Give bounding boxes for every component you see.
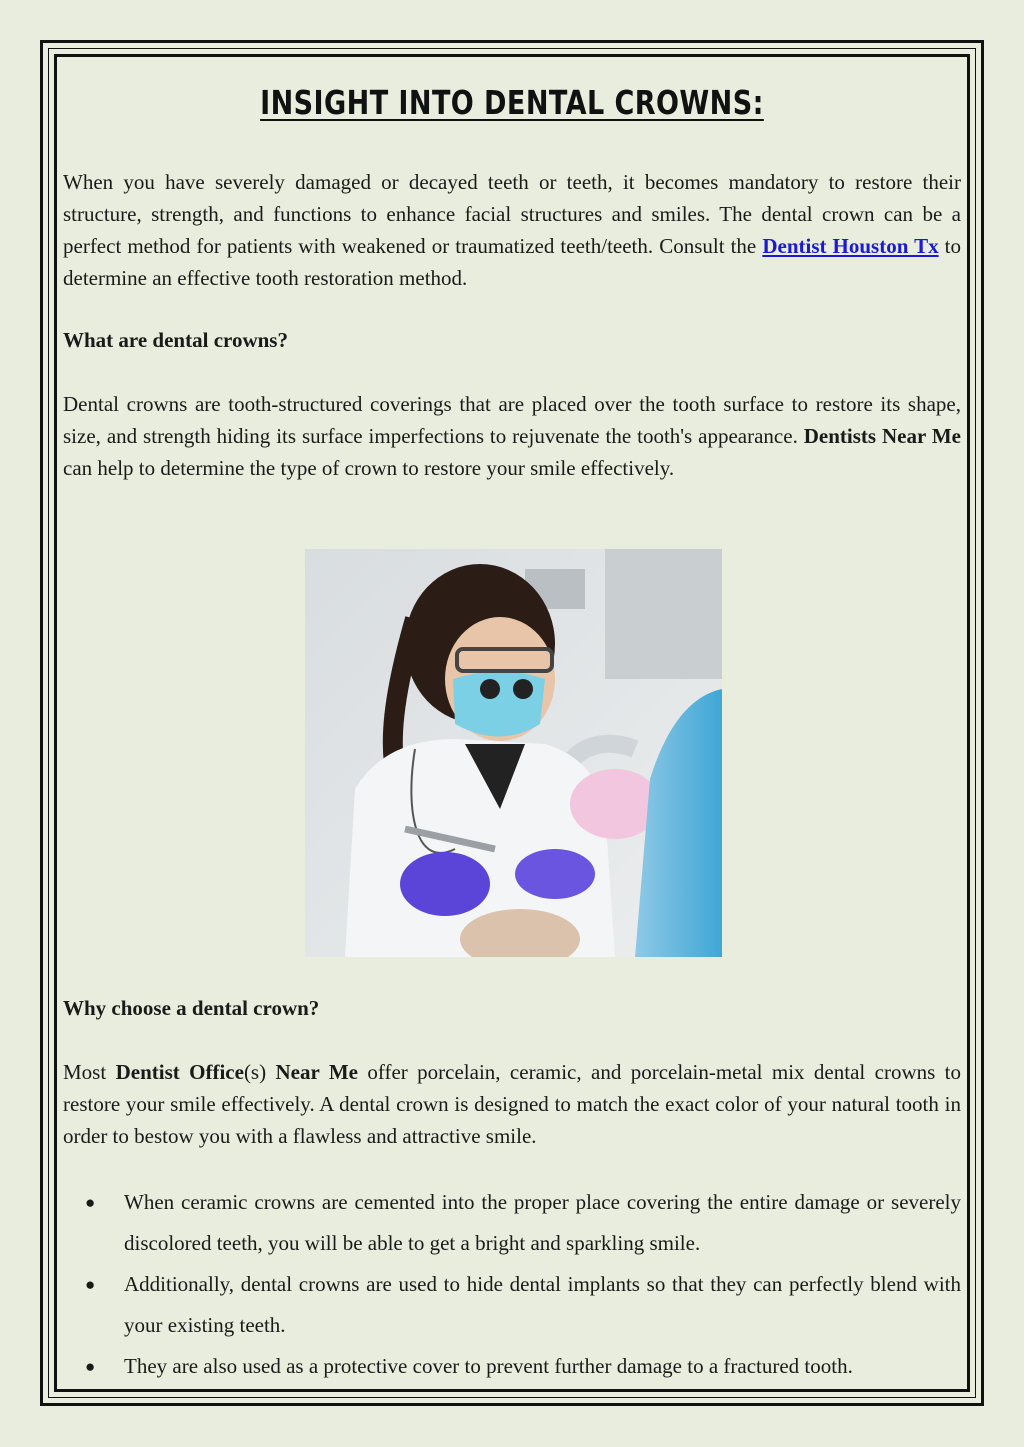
intro-text-1: When you have severely damaged or decayed teeth or teeth, it becomes mandatory to restore their structure, strength, and functions to enhance facial structures and smiles. The dental crown can be a perfect method for patients with weakened or traumatized teeth/teeth. Consult the bbox=[63, 170, 961, 258]
bullet-icon: ● bbox=[85, 1193, 96, 1212]
bullet-icon: ● bbox=[85, 1357, 96, 1376]
list-item-text: Additionally, dental crowns are used to hide dental implants so that they can perfectly blend with your existing teeth. bbox=[124, 1272, 961, 1337]
list-item-text: They are also used as a protective cover to prevent further damage to a fractured tooth. bbox=[124, 1354, 853, 1378]
dentist-houston-link[interactable]: Dentist Houston Tx bbox=[762, 234, 939, 258]
why-text-1: Most bbox=[63, 1060, 116, 1084]
benefits-list bbox=[63, 1182, 961, 1387]
intro-paragraph bbox=[63, 166, 961, 294]
why-paragraph bbox=[63, 1056, 961, 1152]
bullet-icon: ● bbox=[85, 1275, 96, 1294]
document-body bbox=[63, 78, 962, 1378]
page-title: INSIGHT INTO DENTAL CROWNS: bbox=[260, 83, 764, 122]
section-heading-what: What are dental crowns? bbox=[63, 328, 288, 352]
section-heading-why: Why choose a dental crown? bbox=[63, 996, 320, 1020]
list-item-text: When ceramic crowns are cemented into the proper place covering the entire damage or severely discolored teeth, you will be able to get a bright and sparkling smile. bbox=[124, 1190, 961, 1255]
dentist-photo bbox=[305, 549, 722, 957]
dentist-office-bold: Dentist Office bbox=[115, 1060, 244, 1084]
why-text-3: offer porcelain, ceramic, and porcelain-metal mix dental crowns to restore your smile effectively. A dental crown is designed to match the exact color of your natural tooth in order to bestow you with a flawless and attractive smile. bbox=[63, 1060, 962, 1148]
intro-text-2: to determine an effective tooth restoration method. bbox=[63, 234, 961, 290]
what-text-2: can help to determine the type of crown to restore your smile effectively. bbox=[63, 456, 675, 480]
list-item bbox=[63, 1182, 961, 1264]
list-item bbox=[63, 1346, 961, 1387]
what-paragraph bbox=[63, 388, 961, 484]
list-item bbox=[63, 1264, 961, 1346]
near-me-bold: Near Me bbox=[275, 1060, 358, 1084]
dentists-near-me-bold: Dentists Near Me bbox=[803, 424, 961, 448]
what-text-1: Dental crowns are tooth-structured coverings that are placed over the tooth surface to restore its shape, size, and strength hiding its surface imperfections to rejuvenate the tooth's appearance. bbox=[63, 392, 961, 448]
why-text-2: (s) bbox=[243, 1060, 276, 1084]
